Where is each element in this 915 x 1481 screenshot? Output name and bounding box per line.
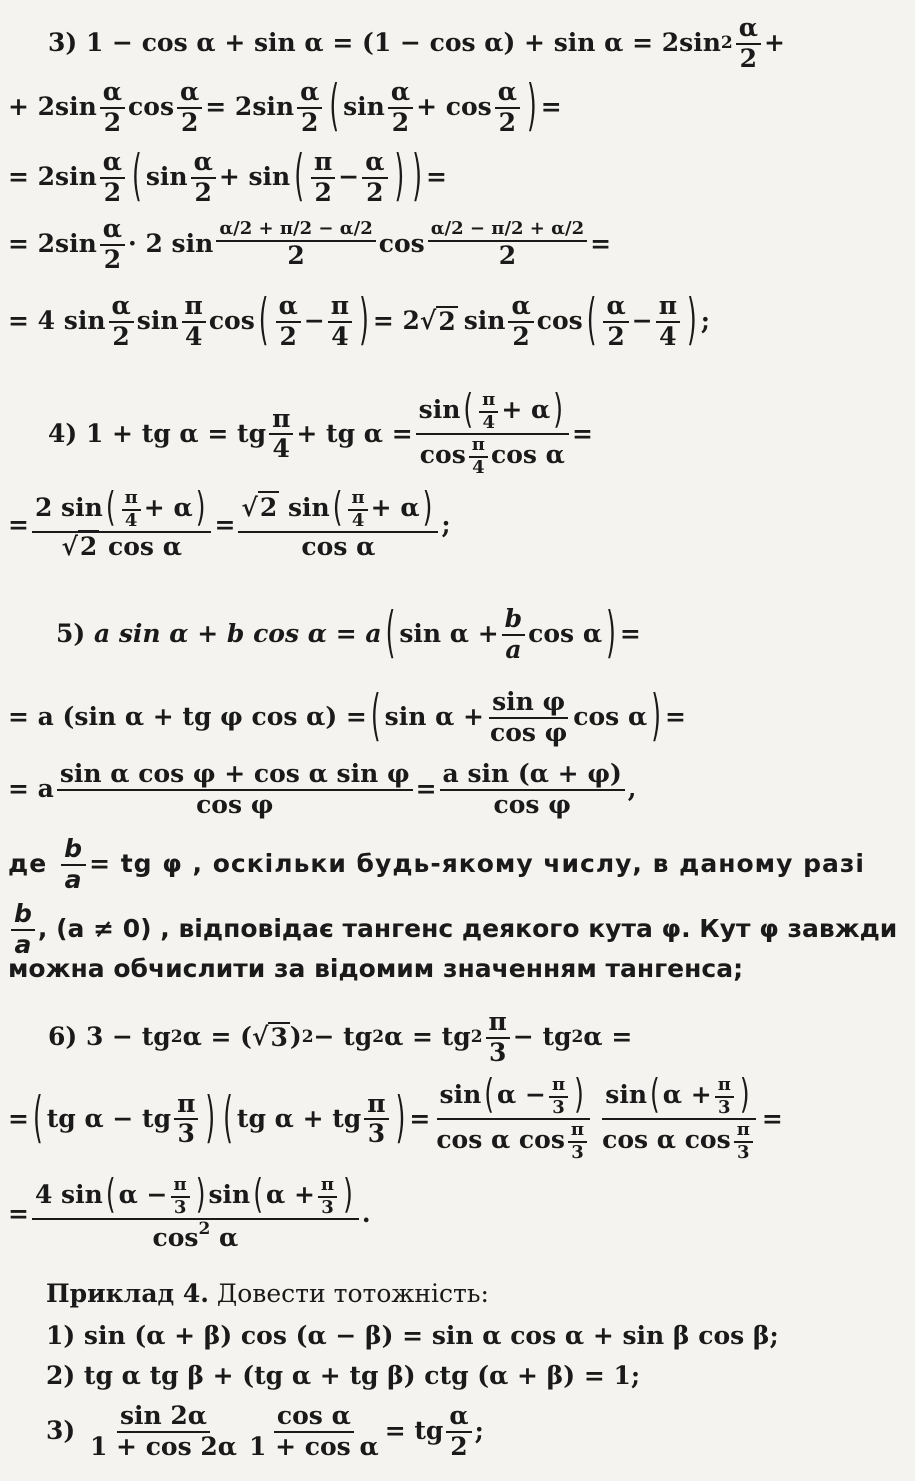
paren: ( [385,600,396,665]
eq-text: = [572,419,593,448]
fraction: $\frac{\sin 2\alpha}{1 + \cos 2\alpha}$ [89,1401,238,1461]
eq-text: = 4 sin [8,306,106,336]
eq-text: = [590,229,612,259]
example-subtitle: Довести тотожність: [208,1279,489,1308]
eq-text: + tg α = [296,419,413,448]
text-line2 [8,900,915,960]
eq-number: 3) [46,1416,76,1446]
eq-text: 1 − cos α + sin α = (1 − cos α) + sin α = 2sin [85,28,721,58]
paren: ) [651,683,661,748]
fraction: √2 sin ( $\frac{\pi}{4}$ + α ) cos α [238,488,438,562]
fraction: $\frac{\pi}{4}$ [656,292,680,352]
eq-text: = [619,619,641,649]
example-heading [46,1280,915,1309]
eq-text: a sin α + b cos α = a [93,619,382,649]
eq-text: tg α + tg [236,1104,362,1133]
paren: ( [586,287,597,352]
eq-text: = [540,92,562,122]
eq-text: α = ( [182,1022,252,1052]
text-line1 [8,835,915,895]
text-line3 [8,955,915,984]
eq-text: = 2 [372,306,420,336]
paren: ) [687,287,697,352]
exponent: 2 [720,32,733,53]
fraction: $\frac{\pi}{3}$ [364,1090,388,1150]
eq-text: − [338,162,360,192]
eq-text: = 2sin [205,92,295,122]
eq-text: ; [474,1416,484,1446]
fraction: $\frac{b}{a}$ [11,900,35,960]
fraction: sin ( α − $\frac{\pi}{3}$ ) cos α cos $\frac{\pi}{3}$ [433,1075,593,1164]
eq-text: − tg [512,1022,572,1052]
fraction: $\frac{\text{a sin (α + φ)}}{\text{cos φ}}$ [440,760,625,820]
eq-text: = [8,509,29,539]
fraction: $\frac{b}{a}$ [61,835,86,895]
fraction: $\frac{\pi}{3}$ [486,1008,510,1068]
text: , (a ≠ 0) , відповідає тангенс деякого кута φ. Кут φ завжди [37,914,898,944]
eq-text: + sin [218,162,291,192]
fraction: $\frac{\alpha}{2}$ [177,78,202,138]
fraction: $\frac{\alpha}{2}$ [100,78,125,138]
example-item-2 [46,1362,915,1391]
eq-text: = [664,702,686,732]
fraction: $\frac{\text{cos α}}{\text{1 + cos α}}$ [249,1401,379,1461]
example-item-1 [46,1322,915,1351]
eq3-line5 [8,287,915,352]
sqrt-sign: √ [419,306,437,336]
eq3-line4 [8,215,915,275]
eq-number: 6) [48,1022,78,1052]
paren: ( [132,143,142,208]
eq-text: ; [700,306,710,336]
fraction: sin ( $\frac{\pi}{4}$ + α ) cos $\frac{\pi}{4}$ cos α [416,390,569,479]
fraction: $\frac{\alpha}{2}$ [191,148,216,208]
fraction: $\frac{\pi}{2}$ [311,148,335,208]
eq-text: = a [8,774,54,804]
eq-text: sin α + [384,702,484,732]
eq3-line3 [8,143,915,208]
fraction: $\frac{\alpha}{2}$ [100,215,125,275]
eq-text: 1 + tg α = tg [85,419,267,448]
fraction: $\frac{\alpha}{2}$ [388,78,413,138]
fraction: $\frac{\alpha}{2}$ [508,292,533,352]
eq-text: cos α [528,619,603,649]
fraction: sin ( α + $\frac{\pi}{3}$ ) cos α cos $\frac{\pi}{3}$ [599,1075,759,1164]
text: можна обчислити за відомим значенням тангенса; [8,954,744,983]
eq-text: sin [343,92,385,122]
eq-text: sin [145,162,188,192]
eq-text: = [8,1198,29,1228]
fraction: $\frac{\alpha/2 + \pi/2 - \alpha/2}{2}$ [216,219,375,270]
eq-text: α = tg [384,1022,471,1052]
eq-text: = [426,162,447,192]
eq-text: = [415,774,437,804]
paren: ) [606,600,616,665]
fraction: $\frac{\alpha}{2}$ [297,78,322,138]
eq-text: cos [208,306,255,336]
eq4-line2 [8,483,915,562]
eq5-line1 [56,600,915,665]
eq6-line2: = ( tg α − tg $\frac{\pi}{3}$ ) ( tg α + tg $\frac{\pi}{3}$ ) = sin ( α − $\frac{\pi}{3}$ ) cos α cos $\frac{\pi}{3}$ sin ( α + $\frac{\pi}{3}$ ) cos α cos $\frac{\pi}{3}$ = [8,1070,783,1164]
eq-text: 2) tg α tg β + (tg α + tg β) ctg (α + β) = 1; [46,1361,641,1390]
eq-text: = a (sin α + tg φ cos α) = [8,702,367,732]
fraction: $\frac{\alpha}{2}$ [603,292,628,352]
eq-text: 1) sin (α + β) cos (α − β) = sin α cos α + sin β cos β; [46,1321,779,1350]
eq3-line1 [48,14,915,74]
fraction: $\frac{\pi}{4}$ [269,405,293,465]
eq-text: . [361,1198,371,1228]
fraction: $\frac{\text{sin φ}}{\text{cos φ}}$ [489,687,568,747]
eq-text: cos [536,306,583,336]
fraction: $\frac{\text{sin α cos φ + cos α sin φ}}{\text{cos φ}}$ [57,760,413,820]
eq5-line3 [8,760,915,820]
text: де [8,849,48,879]
eq6-line1: 6) 3 − tg 2 α = ( √ 3 ) 2 − tg 2 α = tg 2 $\frac{\pi}{3}$ − tg 2 α = [48,1007,633,1067]
eq-text: ; [441,509,451,539]
eq-text: tg α − tg [46,1104,172,1133]
fraction: $\frac{\alpha}{2}$ [736,14,761,74]
eq-text: cos [378,229,425,259]
sqrt-arg: 2 [438,307,456,337]
example-title: Приклад 4. [46,1279,209,1308]
paren: ( [294,143,304,208]
eq-text: sin [136,306,179,336]
eq-text: sin α + [399,619,499,649]
text: = tg φ , оскільки будь-якому числу, в даному разі [89,849,865,879]
eq-text: = [214,509,236,539]
fraction: $\frac{\alpha}{2}$ [276,292,301,352]
paren: ) [394,143,405,208]
eq-text: cos [128,92,175,122]
eq-text: α = [583,1022,633,1052]
paren: ( [258,287,269,352]
eq5-line2 [8,683,915,748]
eq-text: + 2sin [8,92,97,122]
eq4-line1 [48,385,915,479]
paren: ( [329,73,340,138]
fraction: $\frac{\alpha}{2}$ [100,148,125,208]
eq-text: = 2sin [8,229,97,259]
paren: ) [359,287,369,352]
fraction: 2 sin ( $\frac{\pi}{4}$ + α ) √2 cos α [32,488,212,562]
eq-text: = 2sin [8,162,97,192]
fraction: $\frac{\alpha}{2}$ [109,292,134,352]
fraction: $\frac{\alpha}{2}$ [446,1402,471,1462]
eq-text: 3 − tg [85,1022,171,1052]
paren: ( [370,683,381,748]
fraction: $\frac{\alpha}{2}$ [362,148,387,208]
eq-text: sin [463,306,506,336]
eq-number: 5) [56,619,86,649]
eq-number: 4) [48,419,78,448]
fraction: $\frac{\alpha}{2}$ [495,78,520,138]
fraction: 4 sin ( α − $\frac{\pi}{3}$ ) sin ( α + $\frac{\pi}{3}$ ) $\cos^2 \alpha$ [32,1175,359,1253]
eq-text: = [761,1104,783,1133]
eq6-line3 [8,1170,915,1253]
fraction: $\frac{\pi}{4}$ [328,292,352,352]
eq-text: + [763,28,785,58]
fraction: $\frac{\pi}{3}$ [174,1090,198,1150]
fraction: $\frac{\pi}{4}$ [182,292,206,352]
eq-text: − tg [313,1022,373,1052]
eq-text: − [631,306,653,336]
example-item-3 [46,1402,915,1462]
eq-text: cos α [573,702,648,732]
paren: ) [526,73,537,138]
paren: ) [412,143,423,208]
fraction: $\frac{b}{a}$ [502,605,525,665]
eq-text: = [8,1104,29,1133]
fraction: $\frac{\alpha/2 - \pi/2 + \alpha/2}{2}$ [428,219,587,270]
eq-text: + cos [416,92,492,122]
eq-text: − [303,306,325,336]
eq-text: = tg [384,1416,444,1446]
eq-text: · 2 sin [128,229,214,259]
eq-number: 3) [48,28,78,58]
eq-text: = [409,1104,431,1133]
eq-text: , [627,774,637,804]
eq3-line2 [8,73,915,138]
